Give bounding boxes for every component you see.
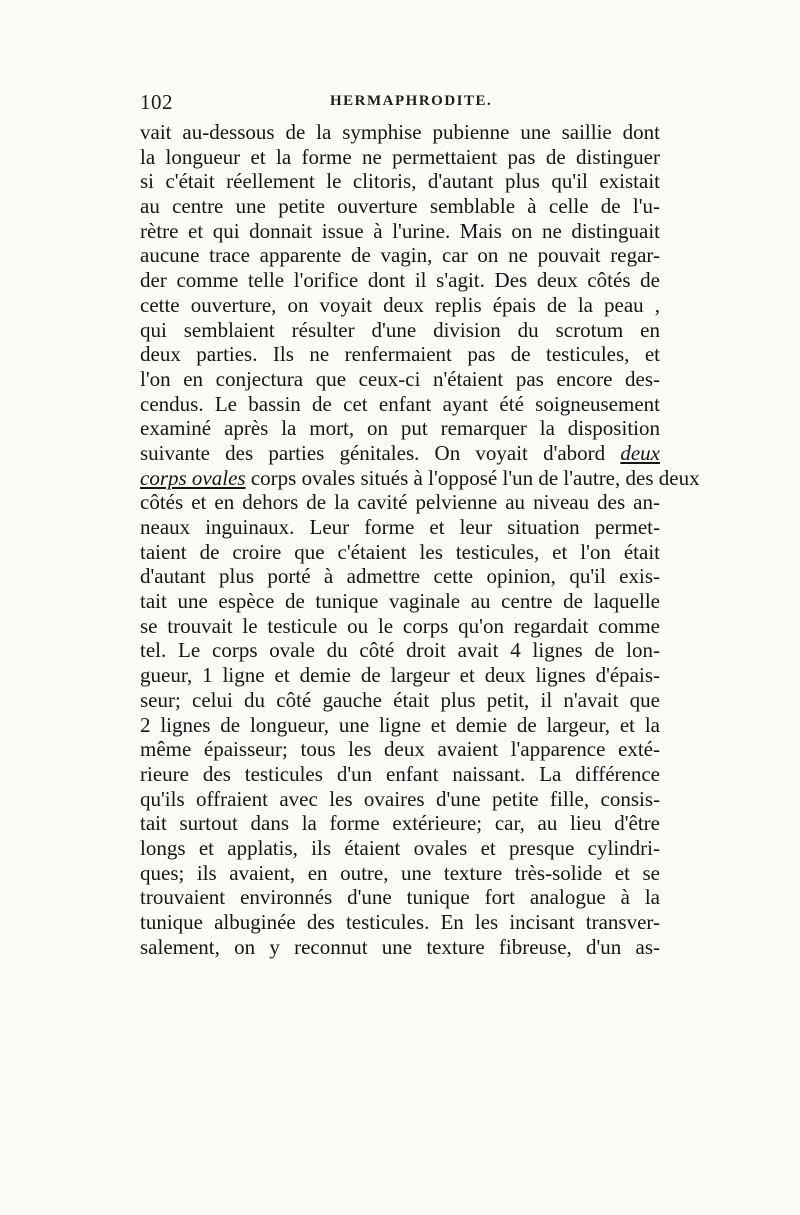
- text-line-with-italic: [140, 465, 700, 491]
- text-line-segment: suivante des parties génitales. On voyait d'abord: [140, 440, 606, 465]
- text-line: tunique albuginée des testicules. En les incisant transver-: [140, 910, 660, 934]
- text-line: au centre une petite ouverture semblable à celle de l'u-: [140, 194, 660, 219]
- text-line: même épaisseur; tous les deux avaient l'apparence exté-: [140, 737, 660, 762]
- text-line: l'on en conjectura que ceux-ci n'étaient pas encore des-: [140, 366, 660, 391]
- text-line: qu'ils offraient avec les ovaires d'une petite fille, consis-: [140, 786, 660, 811]
- text-line: tait une espèce de tunique vaginale au centre de laquelle: [140, 589, 660, 614]
- text-line-segment: corps ovales situés à l'opposé l'un de l'autre, des deux: [250, 465, 700, 490]
- text-line: examiné après la mort, on put remarquer la disposition: [140, 416, 660, 441]
- page-header: [140, 90, 658, 116]
- text-line: gueur, 1 ligne et demie de largeur et deux lignes d'épais-: [140, 663, 660, 688]
- text-line: si c'était réellement le clitoris, d'autant plus qu'il existait: [140, 169, 660, 194]
- text-line: neaux inguinaux. Leur forme et leur situation permet-: [140, 515, 660, 539]
- text-line: tel. Le corps ovale du côté droit avait 4 lignes de lon-: [140, 638, 660, 663]
- text-line: côtés et en dehors de la cavité pelvienne au niveau des an-: [140, 490, 660, 515]
- italic-phrase: deux: [620, 440, 661, 465]
- text-line: taient de croire que c'étaient les testicules, et l'on était: [140, 539, 660, 564]
- text-line: salement, on y reconnut une texture fibreuse, d'un as-: [140, 934, 660, 959]
- page-number: 102: [140, 90, 173, 114]
- text-line: cendus. Le bassin de cet enfant ayant été soigneusement: [140, 391, 660, 416]
- text-line: tait surtout dans la forme extérieure; car, au lieu d'être: [140, 811, 660, 836]
- text-line: trouvaient environnés d'une tunique fort analogue à la: [140, 885, 660, 910]
- text-line: aucune trace apparente de vagin, car on ne pouvait regar-: [140, 243, 660, 268]
- text-line: la longueur et la forme ne permettaient pas de distinguer: [140, 144, 660, 169]
- text-line: rieure des testicules d'un enfant naissant. La différence: [140, 761, 660, 786]
- text-line: rètre et qui donnait issue à l'urine. Mais on ne distinguait: [140, 218, 660, 243]
- text-line-with-italic: [140, 441, 660, 466]
- text-line: deux parties. Ils ne renfermaient pas de testicules, et: [140, 342, 660, 367]
- italic-phrase: corps ovales: [140, 465, 246, 490]
- text-line: seur; celui du côté gauche était plus petit, il n'avait que: [140, 687, 660, 712]
- text-line: qui semblaient résulter d'une division du scrotum en: [140, 317, 660, 342]
- body-text: [140, 120, 700, 959]
- running-title: HERMAPHRODITE.: [330, 93, 493, 109]
- text-line: 2 lignes de longueur, une ligne et demie de largeur, et la: [140, 712, 660, 737]
- text-line: ques; ils avaient, en outre, une texture très-solide et se: [140, 860, 660, 885]
- text-line: d'autant plus porté à admettre cette opinion, qu'il exis-: [140, 564, 660, 589]
- text-line: longs et applatis, ils étaient ovales et presque cylindri-: [140, 835, 660, 860]
- text-line: se trouvait le testicule ou le corps qu'on regardait comme: [140, 613, 660, 638]
- text-line: vait au-dessous de la symphise pubienne une saillie dont: [140, 120, 660, 144]
- text-line: der comme telle l'orifice dont il s'agit. Des deux côtés de: [140, 268, 660, 293]
- text-line: cette ouverture, on voyait deux replis épais de la peau ,: [140, 292, 660, 317]
